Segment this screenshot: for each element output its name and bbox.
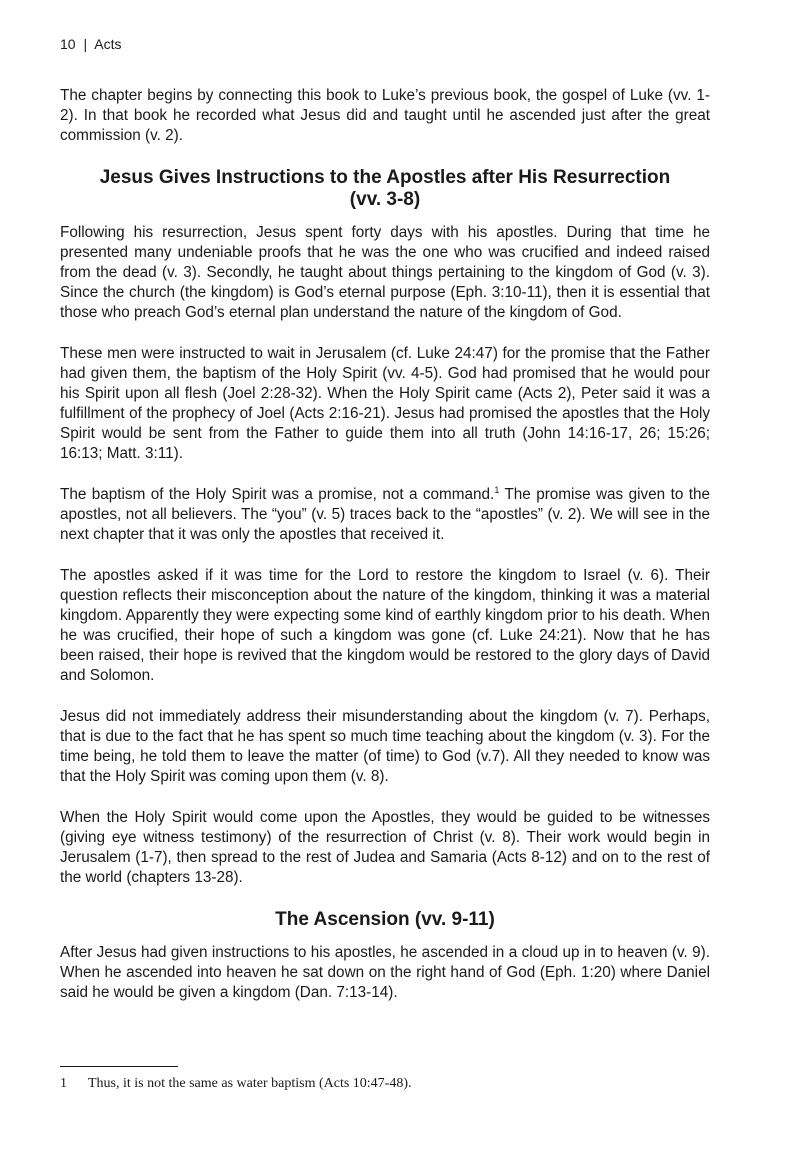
paragraph-kingdom-question: The apostles asked if it was time for the Lord to restore the kingdom to Israel (v. 6). Their question reflects their misconception about the nature of the kingdom, thinking it was a material kingdom. Apparently they were expecting some kind of earthly kingdom prior to his death. When he was crucified, their hope of such a kingdom was gone (cf. Luke 24:21). Now that he has been raised, their hope is revived that the kingdom would be restored to the glory days of David and Solomon. bbox=[60, 567, 710, 684]
paragraph-witnesses: When the Holy Spirit would come upon the Apostles, they would be guided to be witnesses (giving eye witness testimony) of the resurrection of Christ (v. 8). Their work would begin in Jerusalem (1-7), then spread to the rest of Judea and Samaria (Acts 8-12) and on to the rest of the world (chapters 13-28). bbox=[60, 809, 710, 886]
heading-line-2: (vv. 3-8) bbox=[349, 189, 421, 210]
page-number: 10 bbox=[60, 36, 76, 52]
footnote bbox=[60, 1075, 412, 1093]
paragraph-resurrection: Following his resurrection, Jesus spent forty days with his apostles. During that time he presented many undeniable proofs that he was the one who was crucified and indeed raised from the dead (v. 3). Secondly, he taught about things pertaining to the kingdom of God (v. 3). Since the church (the kingdom) is God’s eternal purpose (Eph. 3:10-11), then it is essential that those who preach God’s eternal plan understand the nature of the kingdom of God. bbox=[60, 224, 710, 321]
header-separator: | bbox=[83, 36, 88, 52]
footnote-divider bbox=[60, 1066, 178, 1067]
section-heading-ascension: The Ascension (vv. 9-11) bbox=[275, 909, 495, 930]
heading-line-1: Jesus Gives Instructions to the Apostles after His Resurrection bbox=[99, 167, 671, 188]
footnote-reference[interactable]: 1 bbox=[494, 484, 500, 495]
paragraph-baptism bbox=[60, 485, 710, 545]
book-title: Acts bbox=[94, 36, 122, 52]
paragraph-ascension: After Jesus had given instructions to his apostles, he ascended in a cloud up in to heaven (v. 9). When he ascended into heaven he sat down on the right hand of God (Eph. 1:20) where Daniel said he would be given a kingdom (Dan. 7:13-14). bbox=[60, 944, 710, 1001]
paragraph-misunderstanding: Jesus did not immediately address their misunderstanding about the kingdom (v. 7). Perhaps, that is due to the fact that he has spent so much time teaching about the kingdom (v. 3). For the time being, he told them to leave the matter (of time) to God (v.7). All they needed to know was that the Holy Spirit was coming upon them (v. 8). bbox=[60, 708, 710, 785]
footnote-number: 1 bbox=[60, 1076, 67, 1091]
running-header bbox=[60, 36, 121, 52]
footnote-text: Thus, it is not the same as water baptism (Acts 10:47-48). bbox=[88, 1076, 412, 1091]
baptism-text-start: The baptism of the Holy Spirit was a promise, not a command. bbox=[60, 486, 495, 503]
intro-paragraph: The chapter begins by connecting this book to Luke’s previous book, the gospel of Luke (vv. 1-2). In that book he recorded what Jesus did and taught until he ascended just after the great commission (v. 2). bbox=[60, 87, 710, 144]
section-heading-instructions bbox=[60, 167, 710, 211]
page-content bbox=[60, 86, 710, 1024]
baptism-text-end: The promise was given to the apostles, not all believers. The “you” (v. 5) traces back to the “apostles” (v. 2). We will see in the next chapter that it was only the apostles that received it. bbox=[60, 486, 710, 543]
paragraph-promise: These men were instructed to wait in Jerusalem (cf. Luke 24:47) for the promise that the Father had given them, the baptism of the Holy Spirit (vv. 4-5). God had promised that he would pour his Spirit upon all flesh (Joel 2:28-32). When the Holy Spirit came (Acts 2), Peter said it was a fulfillment of the prophecy of Joel (Acts 2:16-21). Jesus had promised the apostles that the Holy Spirit would be sent from the Father to guide them into all truth (John 14:16-17, 26; 15:26; 16:13; Matt. 3:11). bbox=[60, 345, 710, 462]
